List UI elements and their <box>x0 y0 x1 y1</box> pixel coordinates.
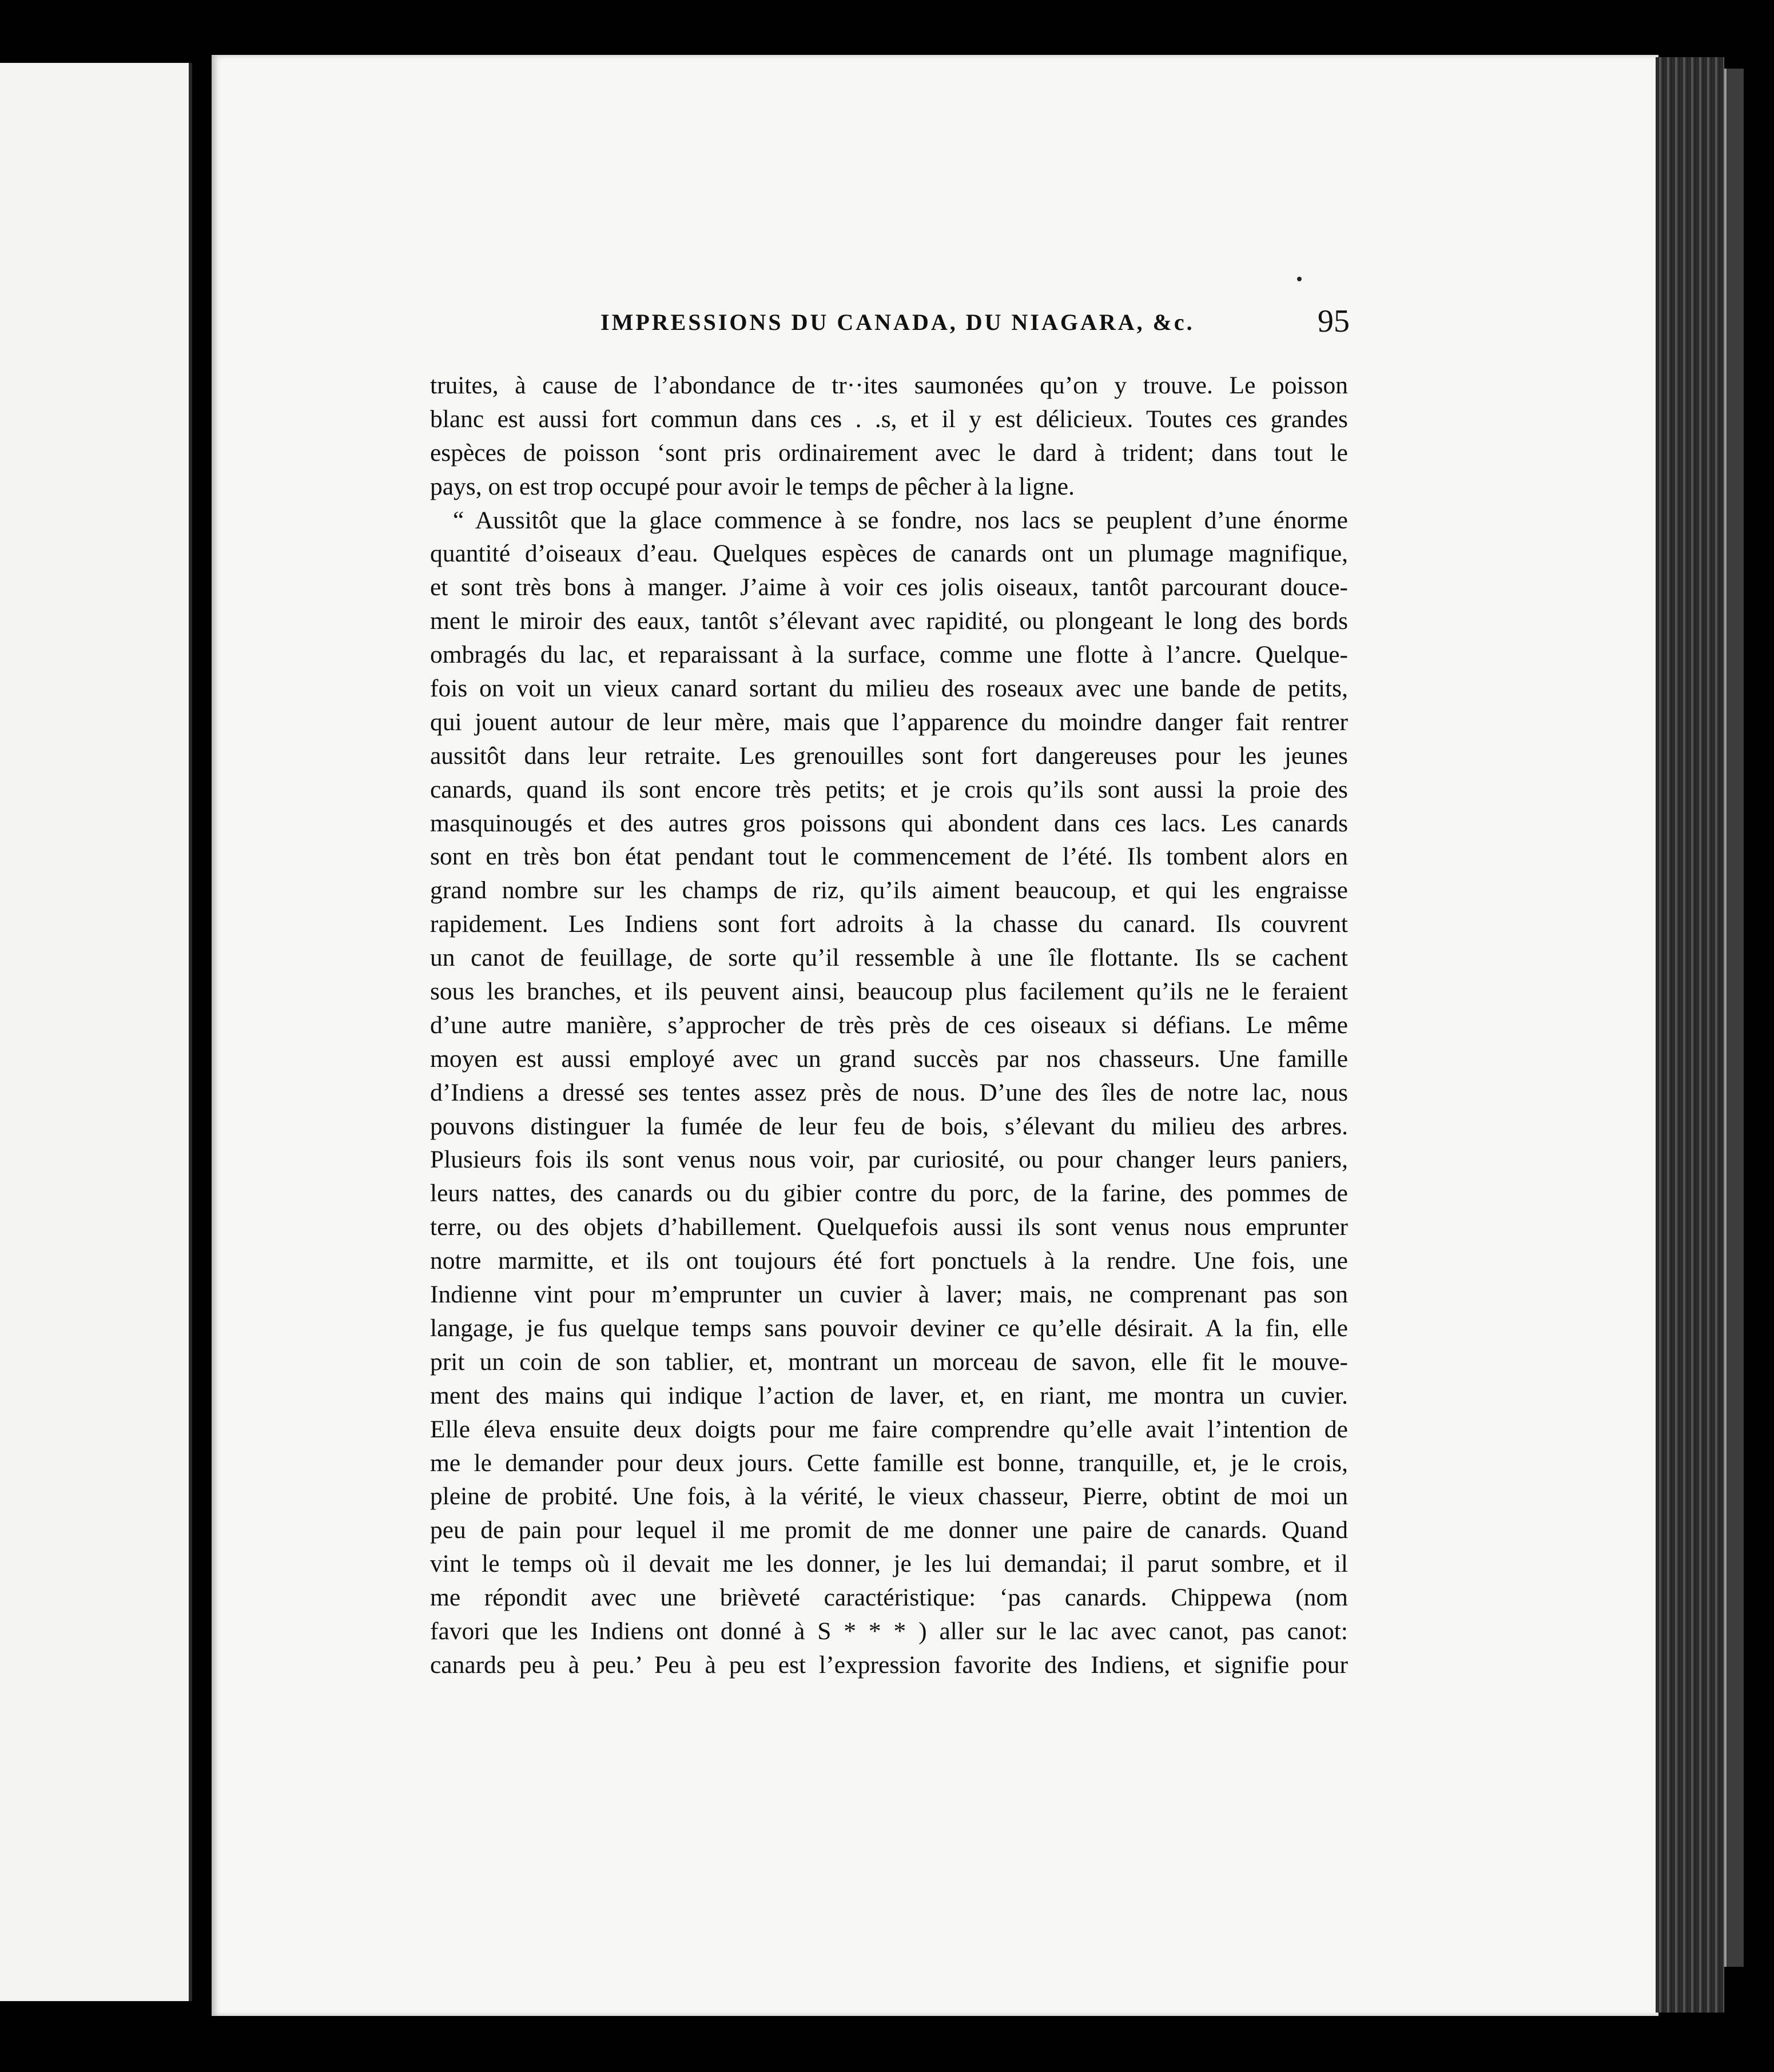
body-text <box>430 369 1348 1682</box>
text-line: Elle éleva ensuite deux doigts pour me faire comprendre qu’elle avait l’intention de <box>430 1415 1348 1443</box>
text-line: leurs nattes, des canards ou du gibier contre du porc, de la farine, des pommes de <box>430 1180 1348 1208</box>
text-line: d’Indiens a dressé ses tentes assez près de nous. D’une des îles de notre lac, nous <box>430 1078 1348 1106</box>
text-line: blanc est aussi fort commun dans ces . .s, et il y est délicieux. Toutes ces grandes <box>430 405 1348 433</box>
text-line: Plusieurs fois ils sont venus nous voir, par curiosité, ou pour changer leurs paniers, <box>430 1146 1348 1174</box>
text-line: pays, on est trop occupé pour avoir le temps de pêcher à la ligne. <box>430 472 1075 500</box>
text-line: aussitôt dans leur retraite. Les grenouilles sont fort dangereuses pour les jeunes <box>430 742 1348 770</box>
text-line: quantité d’oiseaux d’eau. Quelques espèces de canards ont un plumage magnifique, <box>430 540 1348 568</box>
left-facing-page <box>0 63 192 2001</box>
text-line: d’une autre manière, s’approcher de très près de ces oiseaux si défians. Le même <box>430 1011 1348 1039</box>
text-line: terre, ou des objets d’habillement. Quelquefois aussi ils sont venus nous emprunter <box>430 1213 1348 1241</box>
text-line: et sont très bons à manger. J’aime à voir ces jolis oiseaux, tantôt parcourant douce- <box>430 573 1348 601</box>
text-line: qui jouent autour de leur mère, mais que l’apparence du moindre danger fait rentrer <box>430 708 1348 736</box>
text-line: me le demander pour deux jours. Cette famille est bonne, tranquille, et, je le crois, <box>430 1449 1348 1477</box>
text-line: moyen est aussi employé avec un grand succès par nos chasseurs. Une famille <box>430 1045 1348 1073</box>
text-line: pouvons distinguer la fumée de leur feu de bois, s’élevant du milieu des arbres. <box>430 1112 1348 1140</box>
text-line: ment le miroir des eaux, tantôt s’élevant avec rapidité, ou plongeant le long des bords <box>430 607 1348 635</box>
ink-speck <box>1297 277 1302 281</box>
page-edge-stack <box>1656 57 1724 2013</box>
text-line: sous les branches, et ils peuvent ainsi, beaucoup plus facilement qu’ils ne le feraient <box>430 978 1348 1006</box>
text-line: truites, à cause de l’abondance de tr··ites saumonées qu’on y trouve. Le poisson <box>430 372 1348 399</box>
text-line: pleine de probité. Une fois, à la vérité, le vieux chasseur, Pierre, obtint de moi un <box>430 1483 1348 1511</box>
text-line: ombragés du lac, et reparaissant à la surface, comme une flotte à l’ancre. Quelque- <box>430 641 1348 669</box>
text-line: me répondit avec une brièveté caractéristique: ‘pas canards. Chippewa (nom <box>430 1584 1348 1612</box>
text-line: vint le temps où il devait me les donner, je les lui demandai; il parut sombre, et il <box>430 1550 1348 1578</box>
text-line: favori que les Indiens ont donné à S * * * ) aller sur le lac avec canot, pas canot: <box>430 1617 1348 1645</box>
text-line: espèces de poisson ‘sont pris ordinairement avec le dard à trident; dans tout le <box>430 439 1348 467</box>
text-line: un canot de feuillage, de sorte qu’il ressemble à une île flottante. Ils se cachent <box>430 944 1348 972</box>
running-head: IMPRESSIONS DU CANADA, DU NIAGARA, &c. <box>600 309 1195 335</box>
book-cover-edge <box>1724 69 1744 1967</box>
text-line: masquinougés et des autres gros poissons qui abondent dans ces lacs. Les canards <box>430 809 1348 837</box>
page-number: 95 <box>1318 304 1350 339</box>
text-line: Indienne vint pour m’emprunter un cuvier à laver; mais, ne comprenant pas son <box>430 1281 1348 1309</box>
text-line: langage, je fus quelque temps sans pouvoir deviner ce qu’elle désirait. A la fin, elle <box>430 1314 1348 1342</box>
text-line: grand nombre sur les champs de riz, qu’ils aiment beaucoup, et qui les engraisse <box>430 876 1348 904</box>
page-header <box>600 303 1350 343</box>
text-line: peu de pain pour lequel il me promit de me donner une paire de canards. Quand <box>430 1516 1348 1544</box>
text-line: “ Aussitôt que la glace commence à se fondre, nos lacs se peuplent d’une énorme <box>453 506 1348 534</box>
text-line: notre marmitte, et ils ont toujours été fort ponctuels à la rendre. Une fois, une <box>430 1247 1348 1275</box>
text-line: rapidement. Les Indiens sont fort adroits à la chasse du canard. Ils couvrent <box>430 910 1348 938</box>
text-line: fois on voit un vieux canard sortant du milieu des roseaux avec une bande de petits, <box>430 675 1348 703</box>
text-line: ment des mains qui indique l’action de laver, et, en riant, me montra un cuvier. <box>430 1381 1348 1409</box>
text-line: prit un coin de son tablier, et, montrant un morceau de savon, elle fit le mouve- <box>430 1348 1348 1376</box>
text-line: sont en très bon état pendant tout le commencement de l’été. Ils tombent alors en <box>430 843 1348 871</box>
text-line: canards, quand ils sont encore très petits; et je crois qu’ils sont aussi la proie des <box>430 775 1348 803</box>
text-line: canards peu à peu.’ Peu à peu est l’expression favorite des Indiens, et signifie pour <box>430 1651 1348 1679</box>
